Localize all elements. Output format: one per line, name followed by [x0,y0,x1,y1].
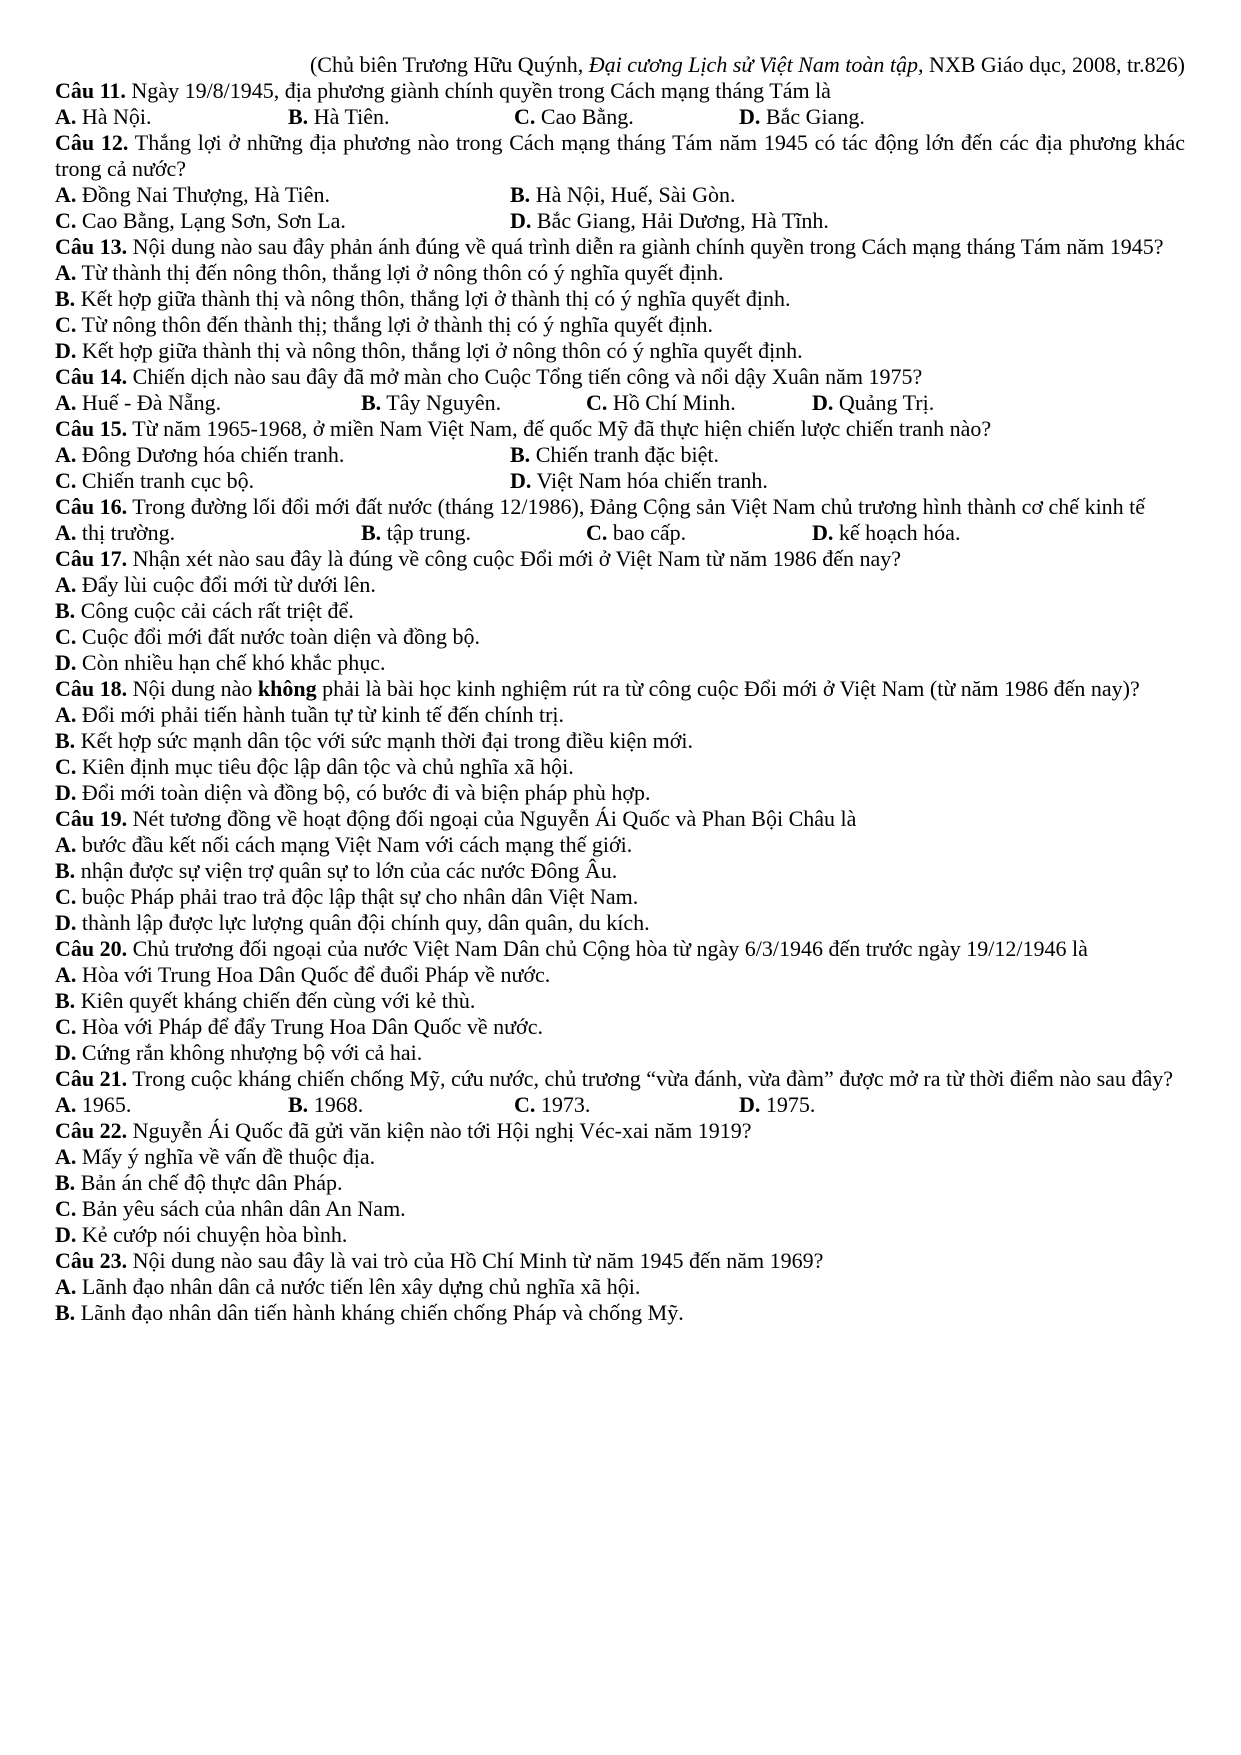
questions-list [55,78,1185,1326]
answer-option-b: B. tập trung. [361,520,472,545]
option-row [55,442,1185,468]
option-row [55,520,1185,546]
stem-text: Nội dung nào sau đây phản ánh đúng về quá trình diễn ra giành chính quyền trong Cách mạng tháng Tám năm 1945? [132,234,1164,259]
answer-option-b: B. Hà Nội, Huế, Sài Gòn. [510,182,736,207]
answer-option-b: B. Kiên quyết kháng chiến đến cùng với kẻ thù. [55,988,476,1013]
answer-option-letter: A. [55,182,77,207]
answer-option-letter: B. [361,520,382,545]
answer-option-letter: D. [510,208,532,233]
question-stem [55,546,1185,572]
question-number: Câu 18. [55,676,128,701]
answer-option-letter: D. [812,390,834,415]
answer-option-c: C. Hòa với Pháp để đẩy Trung Hoa Dân Quốc về nước. [55,1014,543,1039]
question-stem [55,78,1185,104]
option-row [55,390,1185,416]
answer-option-letter: B. [55,728,76,753]
question-stem [55,1248,1185,1274]
option-row [55,650,1185,676]
stem-text: Nhận xét nào sau đây là đúng về công cuộc Đổi mới ở Việt Nam từ năm 1986 đến nay? [132,546,902,571]
answer-option-b: B. 1968. [288,1092,364,1117]
answer-option-letter: C. [55,468,77,493]
question-block [55,130,1185,234]
option-row [55,1144,1185,1170]
question-block [55,676,1185,806]
answer-option-letter: C. [55,208,77,233]
answer-option-letter: B. [510,182,531,207]
answer-option-a: A. 1965. [55,1092,132,1117]
answer-option-letter: B. [361,390,382,415]
option-row [55,312,1185,338]
option-row [55,1170,1185,1196]
answer-option-letter: A. [55,104,77,129]
answer-option-b: B. Bản án chế độ thực dân Pháp. [55,1170,343,1195]
answer-option-a: A. bước đầu kết nối cách mạng Việt Nam với cách mạng thế giới. [55,832,633,857]
question-block [55,494,1185,546]
option-row [55,988,1185,1014]
answer-option-c: C. Bản yêu sách của nhân dân An Nam. [55,1196,406,1221]
answer-option-letter: B. [55,286,76,311]
option-row [55,286,1185,312]
answer-option-letter: C. [586,520,608,545]
option-row [55,208,1185,234]
question-stem [55,1066,1185,1092]
question-number: Câu 20. [55,936,128,961]
stem-text: Nội dung nào [132,676,258,701]
question-block [55,1118,1185,1248]
question-stem [55,416,1185,442]
answer-option-b: B. Kết hợp sức mạnh dân tộc với sức mạnh thời đại trong điều kiện mới. [55,728,694,753]
question-stem [55,130,1185,182]
question-number: Câu 12. [55,130,129,155]
answer-option-letter: C. [55,624,77,649]
answer-option-d: D. Quảng Trị. [812,390,935,415]
answer-option-b: B. nhận được sự viện trợ quân sự to lớn của các nước Đông Âu. [55,858,618,883]
stem-emphasis: không [257,676,317,701]
answer-option-c: C. Cao Bằng, Lạng Sơn, Sơn La. [55,208,346,233]
question-block [55,416,1185,494]
answer-option-letter: D. [55,1222,77,1247]
option-row [55,728,1185,754]
answer-option-d: D. Bắc Giang, Hải Dương, Hà Tĩnh. [510,208,829,233]
answer-option-c: C. bao cấp. [586,520,687,545]
question-block [55,1248,1185,1326]
option-row [55,260,1185,286]
stem-text: Nét tương đồng về hoạt động đối ngoại của Nguyễn Ái Quốc và Phan Bội Châu là [132,806,857,831]
answer-option-letter: B. [55,858,76,883]
option-row [55,702,1185,728]
question-number: Câu 16. [55,494,128,519]
answer-option-a: A. Từ thành thị đến nông thôn, thắng lợi ở nông thôn có ý nghĩa quyết định. [55,260,724,285]
option-row [55,572,1185,598]
answer-option-c: C. Kiên định mục tiêu độc lập dân tộc và chủ nghĩa xã hội. [55,754,574,779]
stem-text: phải là bài học kinh nghiệm rút ra từ công cuộc Đổi mới ở Việt Nam (từ năm 1986 đến nay)? [316,676,1140,701]
answer-option-c: C. buộc Pháp phải trao trả độc lập thật sự cho nhân dân Việt Nam. [55,884,639,909]
answer-option-letter: C. [55,754,77,779]
answer-option-letter: D. [739,1092,761,1117]
answer-option-a: A. Huế - Đà Nẵng. [55,390,222,415]
answer-option-letter: C. [55,884,77,909]
question-block [55,936,1185,1066]
answer-option-letter: A. [55,962,77,987]
option-row [55,1014,1185,1040]
question-stem [55,806,1185,832]
answer-option-d: D. Còn nhiều hạn chế khó khắc phục. [55,650,386,675]
answer-option-letter: C. [55,1014,77,1039]
answer-option-letter: D. [55,1040,77,1065]
question-block [55,546,1185,676]
option-row [55,1040,1185,1066]
answer-option-d: D. Cứng rắn không nhượng bộ với cả hai. [55,1040,423,1065]
answer-option-b: B. Công cuộc cải cách rất triệt để. [55,598,354,623]
option-row [55,1092,1185,1118]
option-row [55,182,1185,208]
answer-option-c: C. 1973. [514,1092,591,1117]
answer-option-letter: D. [510,468,532,493]
stem-text: Trong cuộc kháng chiến chống Mỹ, cứu nước, chủ trương “vừa đánh, vừa đàm” được mở ra từ thời điểm nào sau đây? [132,1066,1173,1091]
option-row [55,1196,1185,1222]
answer-option-letter: A. [55,1274,77,1299]
question-number: Câu 19. [55,806,128,831]
question-block [55,234,1185,364]
question-block [55,364,1185,416]
option-row [55,884,1185,910]
answer-option-a: A. Mấy ý nghĩa về vấn đề thuộc địa. [55,1144,376,1169]
option-row [55,104,1185,130]
question-block [55,806,1185,936]
stem-text: Từ năm 1965-1968, ở miền Nam Việt Nam, đế quốc Mỹ đã thực hiện chiến lược chiến tranh nào? [132,416,992,441]
answer-option-d: D. Đổi mới toàn diện và đồng bộ, có bước đi và biện pháp phù hợp. [55,780,651,805]
question-number: Câu 11. [55,78,126,103]
answer-option-d: D. Kết hợp giữa thành thị và nông thôn, thắng lợi ở nông thôn có ý nghĩa quyết định. [55,338,803,363]
answer-option-letter: C. [514,1092,536,1117]
source-citation-book-title: Đại cương Lịch sử Việt Nam toàn tập [588,52,918,77]
question-number: Câu 21. [55,1066,128,1091]
answer-option-b: B. Hà Tiên. [288,104,390,129]
option-row [55,910,1185,936]
answer-option-letter: D. [812,520,834,545]
answer-option-a: A. Hòa với Trung Hoa Dân Quốc để đuổi Pháp về nước. [55,962,551,987]
answer-option-letter: C. [514,104,536,129]
option-row [55,1274,1185,1300]
answer-option-d: D. Bắc Giang. [739,104,865,129]
source-citation [55,52,1185,78]
answer-option-letter: A. [55,260,77,285]
answer-option-letter: C. [55,1196,77,1221]
question-stem [55,1118,1185,1144]
stem-text: Thắng lợi ở những địa phương nào trong Cách mạng tháng Tám năm 1945 có tác động lớn đến các địa phương khác trong cả nước? [55,130,1186,181]
option-row [55,1222,1185,1248]
answer-option-letter: B. [288,104,309,129]
option-row [55,468,1185,494]
question-number: Câu 14. [55,364,128,389]
answer-option-letter: A. [55,832,77,857]
answer-option-letter: B. [55,1300,76,1325]
answer-option-c: C. Chiến tranh cục bộ. [55,468,255,493]
stem-text: Nguyễn Ái Quốc đã gửi văn kiện nào tới Hội nghị Véc-xai năm 1919? [132,1118,752,1143]
answer-option-letter: C. [55,312,77,337]
option-row [55,598,1185,624]
answer-option-a: A. Hà Nội. [55,104,152,129]
option-row [55,780,1185,806]
answer-option-letter: A. [55,572,77,597]
answer-option-a: A. Đồng Nai Thượng, Hà Tiên. [55,182,330,207]
answer-option-d: D. kế hoạch hóa. [812,520,961,545]
stem-text: Ngày 19/8/1945, địa phương giành chính quyền trong Cách mạng tháng Tám là [131,78,831,103]
answer-option-b: B. Lãnh đạo nhân dân tiến hành kháng chiến chống Pháp và chống Mỹ. [55,1300,684,1325]
question-stem [55,234,1185,260]
option-row [55,1300,1185,1326]
answer-option-a: A. Lãnh đạo nhân dân cả nước tiến lên xây dựng chủ nghĩa xã hội. [55,1274,641,1299]
answer-option-c: C. Hồ Chí Minh. [586,390,736,415]
answer-option-letter: B. [55,1170,76,1195]
option-row [55,754,1185,780]
question-number: Câu 23. [55,1248,128,1273]
answer-option-letter: B. [55,598,76,623]
question-stem [55,494,1185,520]
answer-option-c: C. Cuộc đổi mới đất nước toàn diện và đồng bộ. [55,624,481,649]
answer-option-letter: D. [55,338,77,363]
option-row [55,858,1185,884]
question-number: Câu 13. [55,234,128,259]
answer-option-b: B. Chiến tranh đặc biệt. [510,442,719,467]
answer-option-c: C. Cao Bằng. [514,104,634,129]
answer-option-letter: A. [55,702,77,727]
option-row [55,962,1185,988]
answer-option-a: A. Đông Dương hóa chiến tranh. [55,442,345,467]
answer-option-d: D. thành lập được lực lượng quân đội chính quy, dân quân, du kích. [55,910,650,935]
source-citation-post: , NXB Giáo dục, 2008, tr.826) [917,52,1185,77]
answer-option-letter: D. [55,650,77,675]
answer-option-letter: C. [586,390,608,415]
source-citation-pre: (Chủ biên Trương Hữu Quýnh, [309,52,589,77]
stem-text: Nội dung nào sau đây là vai trò của Hồ Chí Minh từ năm 1945 đến năm 1969? [132,1248,824,1273]
option-row [55,624,1185,650]
answer-option-letter: B. [288,1092,309,1117]
answer-option-letter: A. [55,442,77,467]
answer-option-letter: D. [739,104,761,129]
answer-option-letter: B. [55,988,76,1013]
question-number: Câu 15. [55,416,128,441]
answer-option-d: D. 1975. [739,1092,816,1117]
stem-text: Chủ trương đối ngoại của nước Việt Nam Dân chủ Cộng hòa từ ngày 6/3/1946 đến trước ngày 19/12/1946 là [132,936,1088,961]
question-number: Câu 17. [55,546,128,571]
answer-option-letter: A. [55,1144,77,1169]
answer-option-a: A. Đổi mới phải tiến hành tuần tự từ kinh tế đến chính trị. [55,702,565,727]
answer-option-letter: D. [55,780,77,805]
question-stem [55,936,1185,962]
stem-text: Trong đường lối đổi mới đất nước (tháng 12/1986), Đảng Cộng sản Việt Nam chủ trương hình thành cơ chế kinh tế [132,494,1146,519]
answer-option-letter: A. [55,1092,77,1117]
answer-option-letter: B. [510,442,531,467]
answer-option-b: B. Tây Nguyên. [361,390,502,415]
answer-option-d: D. Việt Nam hóa chiến tranh. [510,468,768,493]
answer-option-letter: A. [55,390,77,415]
answer-option-a: A. Đẩy lùi cuộc đổi mới từ dưới lên. [55,572,376,597]
answer-option-letter: D. [55,910,77,935]
question-stem [55,676,1185,702]
option-row [55,338,1185,364]
question-block [55,78,1185,130]
question-number: Câu 22. [55,1118,128,1143]
answer-option-c: C. Từ nông thôn đến thành thị; thắng lợi ở thành thị có ý nghĩa quyết định. [55,312,714,337]
question-block [55,1066,1185,1118]
answer-option-a: A. thị trường. [55,520,176,545]
question-stem [55,364,1185,390]
answer-option-d: D. Kẻ cướp nói chuyện hòa bình. [55,1222,348,1247]
option-row [55,832,1185,858]
stem-text: Chiến dịch nào sau đây đã mở màn cho Cuộc Tổng tiến công và nổi dậy Xuân năm 1975? [132,364,923,389]
answer-option-letter: A. [55,520,77,545]
answer-option-b: B. Kết hợp giữa thành thị và nông thôn, thắng lợi ở thành thị có ý nghĩa quyết định. [55,286,791,311]
